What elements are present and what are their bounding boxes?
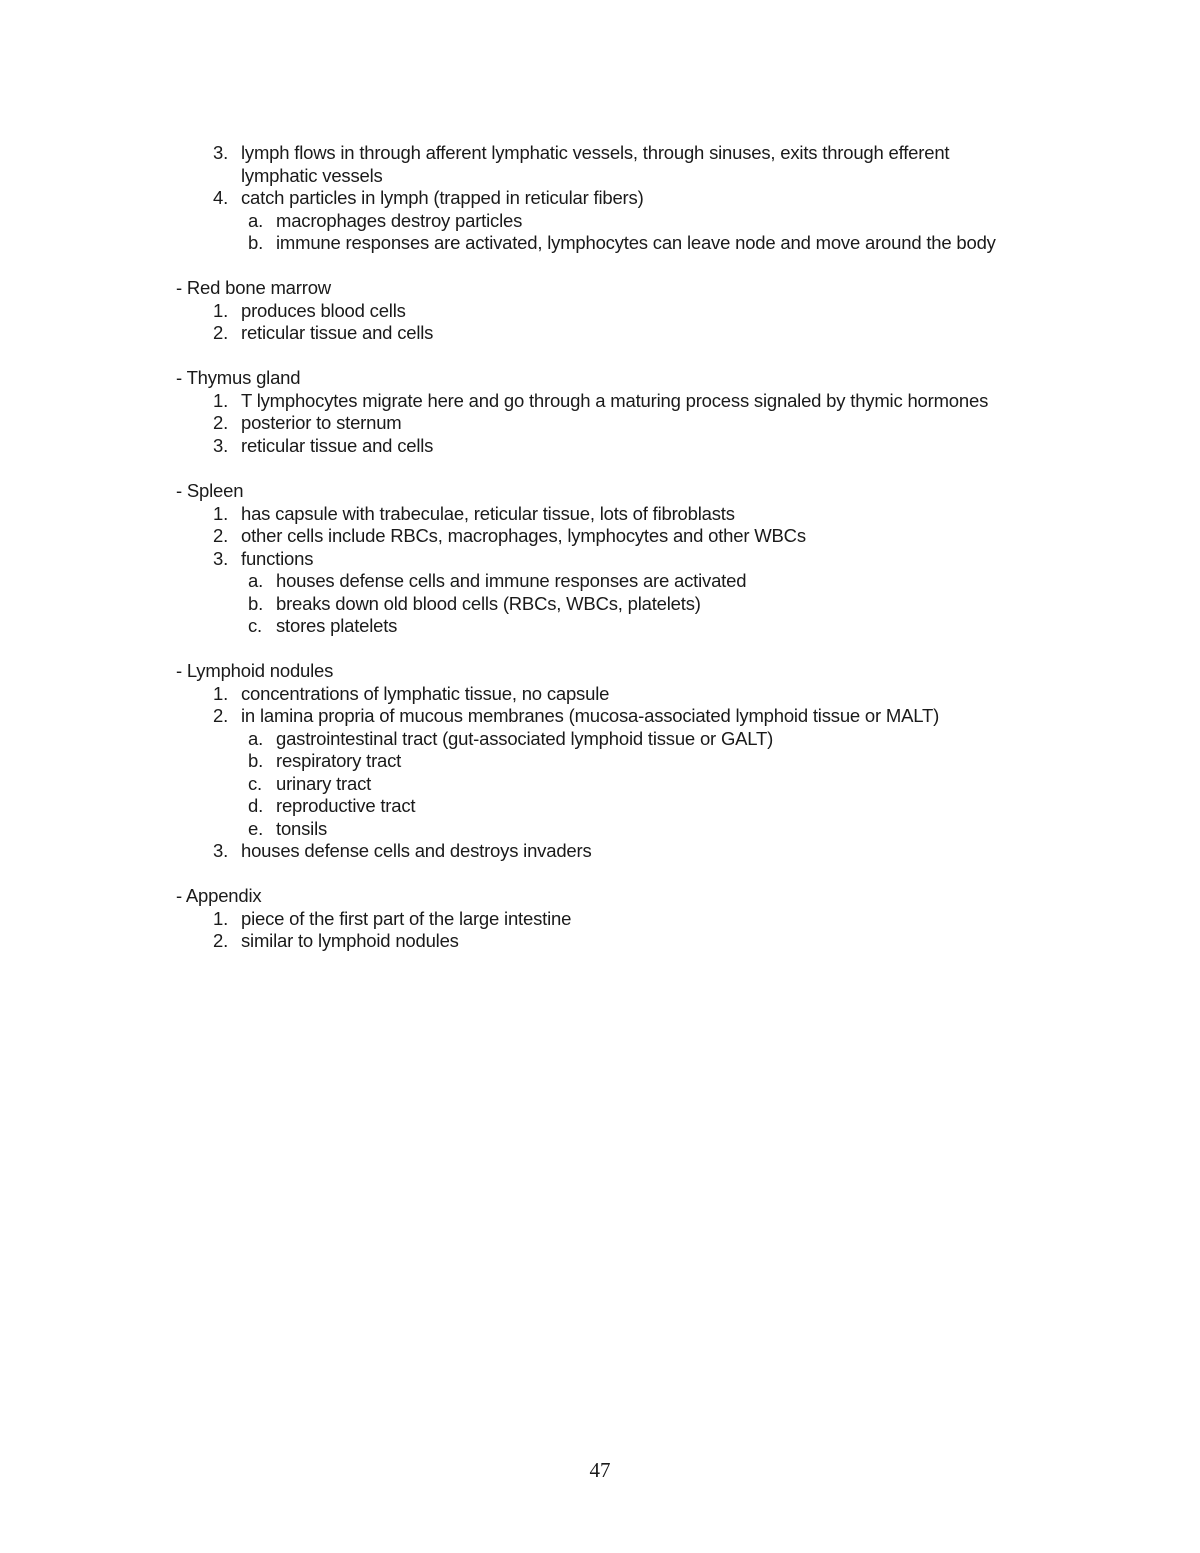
list-item-text: catch particles in lymph (trapped in reticular fibers) (241, 187, 644, 208)
list-item-text: immune responses are activated, lymphocytes can leave node and move around the body (276, 232, 996, 253)
list-item (176, 525, 806, 548)
list-item (176, 908, 571, 931)
list-item-text: reticular tissue and cells (241, 434, 434, 456)
list-item-text: reticular tissue and cells (241, 322, 434, 343)
list-item (176, 683, 939, 706)
list-marker: c. (248, 772, 262, 794)
list-item-text: similar to lymphoid nodules (241, 930, 459, 951)
list-marker: d. (248, 795, 264, 816)
list-item-text: houses defense cells and destroys invaders (241, 840, 592, 861)
section-lymphoid-nodules (176, 660, 939, 863)
list-item (176, 142, 996, 165)
section-heading: - Appendix (176, 885, 262, 906)
list-item-text: produces blood cells (241, 299, 406, 321)
list-item (176, 705, 939, 728)
sub-list-item (176, 773, 939, 796)
list-marker: 2. (213, 412, 229, 433)
list-item-text: piece of the first part of the large intestine (241, 907, 572, 929)
list-item-text: macrophages destroy particles (276, 209, 523, 231)
sub-list-item (176, 750, 939, 773)
section-heading: - Spleen (176, 480, 244, 501)
section-heading: - Thymus gland (176, 367, 301, 388)
list-marker: 3. (213, 142, 229, 163)
list-marker: c. (248, 615, 262, 636)
list-item-text: reproductive tract (276, 795, 416, 816)
list-marker: a. (248, 209, 264, 231)
list-item-text: functions (241, 547, 314, 569)
list-marker: 1. (213, 907, 229, 929)
list-marker: 4. (213, 187, 229, 208)
list-item (176, 187, 996, 210)
list-marker: 2. (213, 322, 229, 343)
sub-list-item (176, 615, 806, 638)
sub-list-item (176, 232, 996, 255)
list-item (176, 840, 939, 863)
list-item (176, 503, 806, 526)
list-marker: e. (248, 817, 264, 839)
section-heading: - Lymphoid nodules (176, 660, 334, 681)
list-marker: b. (248, 750, 264, 771)
list-item-text: houses defense cells and immune responses are activated (276, 570, 747, 591)
list-item-text: other cells include RBCs, macrophages, lymphocytes and other WBCs (241, 525, 806, 546)
page-number: 47 (589, 1458, 611, 1482)
list-item-text: lymph flows in through afferent lymphatic vessels, through sinuses, exits through efferent (241, 142, 950, 163)
sub-list-item (176, 210, 996, 233)
list-marker: b. (248, 592, 264, 614)
list-item-text: tonsils (276, 817, 328, 839)
list-item-text: breaks down old blood cells (RBCs, WBCs, platelets) (276, 592, 701, 614)
list-item (176, 300, 433, 323)
sub-list-item (176, 795, 939, 818)
section-thymus-gland (176, 367, 988, 457)
section-lymph-node-continued (176, 142, 996, 255)
list-item-text: lymphatic vessels (241, 164, 383, 186)
list-marker: 3. (213, 434, 229, 456)
list-item (176, 412, 988, 435)
section-spleen (176, 480, 806, 638)
list-marker: 3. (213, 840, 229, 861)
list-item-text: posterior to sternum (241, 412, 402, 433)
list-marker: a. (248, 727, 264, 749)
list-item-text: T lymphocytes migrate here and go through a maturing process signaled by thymic hormones (241, 389, 989, 411)
sub-list-item (176, 570, 806, 593)
list-marker: 1. (213, 389, 229, 411)
list-item (176, 930, 571, 953)
list-item-text: has capsule with trabeculae, reticular tissue, lots of fibroblasts (241, 502, 735, 524)
list-item (176, 548, 806, 571)
list-item-text: concentrations of lymphatic tissue, no capsule (241, 682, 610, 704)
list-marker: 3. (213, 547, 229, 569)
list-marker: 1. (213, 299, 229, 321)
list-item (176, 322, 433, 345)
section-appendix (176, 885, 571, 953)
list-marker: 2. (213, 930, 229, 951)
list-item (176, 390, 988, 413)
list-item-text: urinary tract (276, 772, 372, 794)
list-item-text: stores platelets (276, 615, 398, 636)
section-heading: - Red bone marrow (176, 277, 331, 298)
sub-list-item (176, 818, 939, 841)
section-red-bone-marrow (176, 277, 433, 345)
list-item-text: respiratory tract (276, 750, 402, 771)
list-marker: b. (248, 232, 264, 253)
sub-list-item (176, 593, 806, 616)
list-marker: 2. (213, 525, 229, 546)
list-item-continuation (176, 165, 996, 188)
list-marker: a. (248, 570, 264, 591)
sub-list-item (176, 728, 939, 751)
list-item-text: gastrointestinal tract (gut-associated lymphoid tissue or GALT) (276, 727, 774, 749)
list-marker: 2. (213, 705, 229, 726)
list-item (176, 435, 988, 458)
list-item-text: in lamina propria of mucous membranes (mucosa-associated lymphoid tissue or MALT) (241, 705, 940, 726)
list-marker: 1. (213, 502, 229, 524)
list-marker: 1. (213, 682, 229, 704)
